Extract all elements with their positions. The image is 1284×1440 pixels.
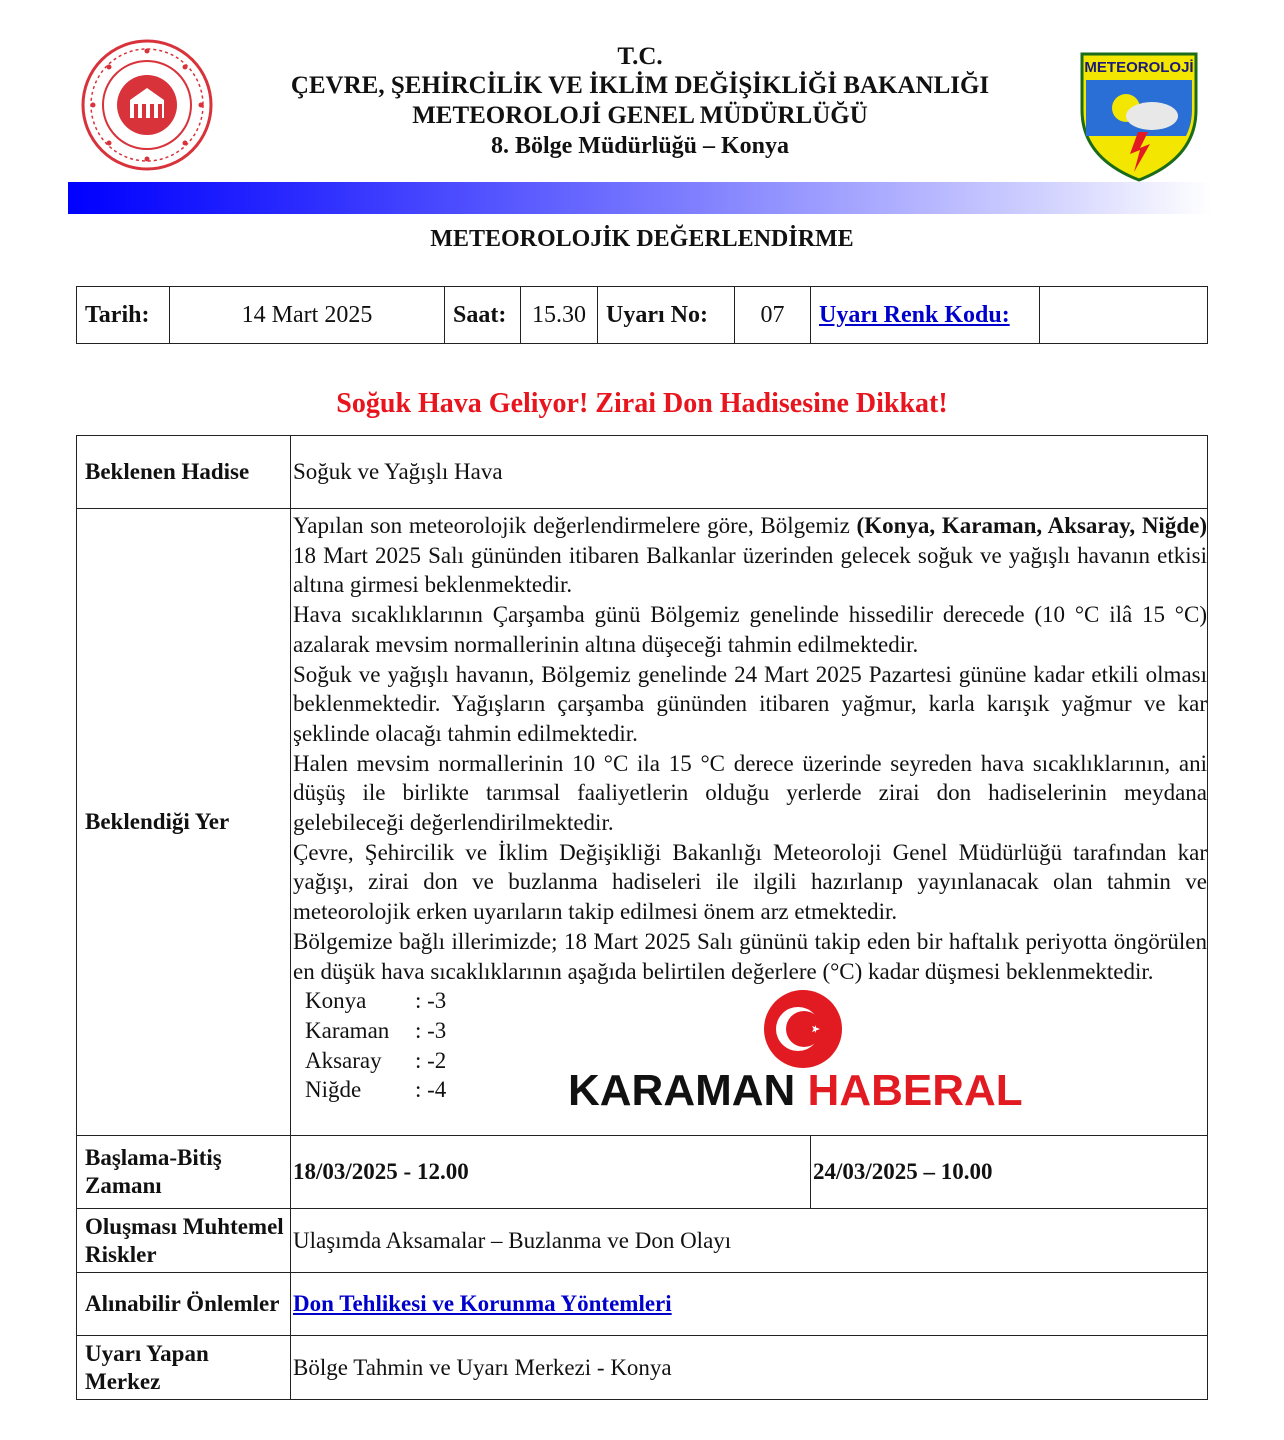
risks-label: Oluşması Muhtemel Riskler xyxy=(77,1209,291,1273)
institution-title xyxy=(240,42,1040,161)
paragraph-3: Soğuk ve yağışlı havanın, Bölgemiz genelinde 24 Mart 2025 Pazartesi gününe kadar etkili olması beklenmektedir. Yağışların çarşamba gününden itibaren yağmur, karla karışık yağmur ve kar şeklinde olacağı tahmin edilmektedir. xyxy=(293,661,1207,746)
table-row xyxy=(77,1209,1208,1273)
issuer-value: Bölge Tahmin ve Uyarı Merkezi - Konya xyxy=(291,1336,1208,1400)
warning-meta-table xyxy=(76,286,1208,344)
header-line-4: 8. Bölge Müdürlüğü – Konya xyxy=(490,133,790,159)
time-value: 15.30 xyxy=(521,287,598,344)
meteorology-shield-icon xyxy=(1078,50,1200,182)
measures-label: Alınabilir Önlemler xyxy=(77,1273,291,1336)
warning-no-label: Uyarı No: xyxy=(598,287,735,344)
news-watermark xyxy=(568,990,1048,1130)
svg-text:METEOROLOJİ: METEOROLOJİ xyxy=(1084,59,1194,76)
table-row xyxy=(77,1273,1208,1336)
warning-no-value: 07 xyxy=(735,287,811,344)
paragraph-5: Çevre, Şehircilik ve İklim Değişikliği Bakanlığı Meteoroloji Genel Müdürlüğü tarafından kar yağışı, zirai don ve buzlanma hadiseleri ile ilgili hazırlanıp yayınlanacak olan tahmin ve meteorolojik erken uyarıların takip edilmesi önem arz etmektedir. xyxy=(293,839,1207,925)
expected-place-label: Beklendiği Yer xyxy=(77,509,291,1136)
table-row xyxy=(77,436,1208,509)
list-item: Konya : -3 xyxy=(305,988,447,1014)
list-item: Niğde : -4 xyxy=(305,1077,447,1103)
risks-value: Ulaşımda Aksamalar – Buzlanma ve Don Olayı xyxy=(291,1209,1208,1273)
header-line-2: ÇEVRE, ŞEHİRCİLİK VE İKLİM DEĞİŞİKLİĞİ BAKANLIĞI xyxy=(290,72,990,99)
list-item: Karaman : -3 xyxy=(305,1017,447,1043)
paragraph-1: Yapılan son meteorolojik değerlendirmelere göre, Bölgemiz (Konya, Karaman, Aksaray, Niğde) 18 Mart 2025 Salı gününden itibaren Balkanlar üzerinden gelecek soğuk ve yağışlı havanın etkisi altına girmesi beklenmektedir. xyxy=(293,513,1207,598)
header-line-1: T.C. xyxy=(617,43,663,70)
paragraph-2: Hava sıcaklıklarının Çarşamba günü Bölgemiz genelinde hissedilir derecede (10 °C ilâ 15 °C) azalarak mevsim normallerinin altına düşeceği tahmin edilmektedir. xyxy=(293,602,1207,657)
color-code-value xyxy=(1040,287,1208,344)
watermark-text: KARAMAN HABERAL xyxy=(568,1066,1023,1115)
measures-cell[interactable] xyxy=(291,1273,1208,1336)
alert-headline: Soğuk Hava Geliyor! Zirai Don Hadisesine Dikkat! xyxy=(336,388,948,419)
color-code-cell[interactable] xyxy=(811,287,1040,344)
expected-event-value: Soğuk ve Yağışlı Hava xyxy=(291,436,1208,509)
color-code-link[interactable]: Uyarı Renk Kodu: xyxy=(819,301,1010,328)
turkish-flag-icon xyxy=(764,990,842,1068)
letterhead xyxy=(0,36,1284,186)
date-value: 14 Mart 2025 xyxy=(170,287,445,344)
list-item: Aksaray : -2 xyxy=(305,1047,447,1073)
table-row xyxy=(77,1136,1208,1209)
header-gradient-divider xyxy=(68,182,1212,214)
paragraph-4: Halen mevsim normallerinin 10 °C ila 15 °C derece üzerinde seyreden hava sıcaklıklarının, ani düşüş ile birlikte tarımsal faaliyetlerin olduğu yerlerde zirai don hadiselerinin meydana gelebileceği değerlendirilmektedir. xyxy=(293,750,1207,836)
ministry-seal-icon xyxy=(80,38,214,172)
issuer-label: Uyarı Yapan Merkez xyxy=(77,1336,291,1400)
expected-event-label: Beklenen Hadise xyxy=(77,436,291,509)
end-time: 24/03/2025 – 10.00 xyxy=(811,1136,1208,1209)
date-label: Tarih: xyxy=(77,287,170,344)
warning-details-table xyxy=(76,435,1208,1400)
start-time: 18/03/2025 - 12.00 xyxy=(291,1136,811,1209)
paragraph-6: Bölgemize bağlı illerimizde; 18 Mart 2025 Salı gününü takip eden bir haftalık periyotta öngörülen en düşük hava sıcaklıklarının aşağıda belirtilen değerlere (°C) kadar düşmesi beklenmektedir. xyxy=(293,928,1207,984)
time-label: Saat: xyxy=(445,287,521,344)
table-row xyxy=(77,1336,1208,1400)
header-line-3: METEOROLOJİ GENEL MÜDÜRLÜĞÜ xyxy=(412,102,868,129)
document-title: METEOROLOJİK DEĞERLENDİRME xyxy=(430,226,854,252)
start-end-label: Başlama-Bitiş Zamanı xyxy=(77,1136,291,1209)
frost-protection-link[interactable]: Don Tehlikesi ve Korunma Yöntemleri xyxy=(293,1291,672,1316)
